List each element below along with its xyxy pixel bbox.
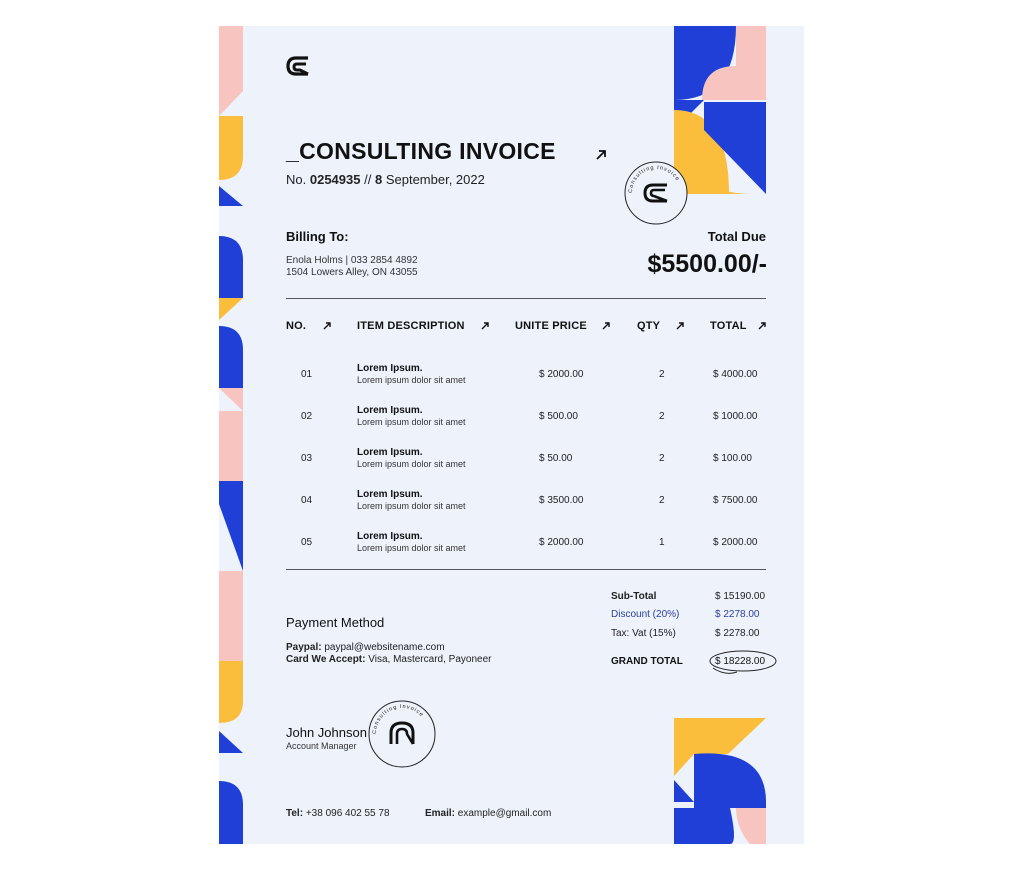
invoice-date-day: 8 [374,172,383,187]
table-row [219,362,804,404]
payment-method-title: Payment Method [286,615,385,630]
table-row [219,488,804,530]
row-price: $ 500.00 [539,411,578,422]
row-total: $ 7500.00 [713,495,758,506]
row-total: $ 1000.00 [713,411,758,422]
invoice-date-rest: September, 2022 [385,172,485,187]
stamp-seal-icon [623,160,689,226]
row-price: $ 3500.00 [539,495,584,506]
email-value: example@gmail.com [457,808,552,819]
row-title: Lorem Ipsum. [357,447,423,458]
cards-label: Card We Accept: [286,654,366,665]
payment-paypal [286,642,445,653]
tel-label: Tel: [286,808,304,819]
row-qty: 2 [659,495,665,506]
row-sub: Lorem ipsum dolor sit amet [357,501,466,511]
row-qty: 2 [659,411,665,422]
bottom-right-decoration [674,718,766,844]
tel-value: +38 096 402 55 78 [305,808,390,819]
row-no: 04 [301,495,313,506]
col-header-no: NO. [286,320,307,332]
brand-logo-icon [282,50,314,82]
arrow-up-right-icon [480,321,490,331]
row-no: 02 [301,411,313,422]
col-header-qty: QTY [637,320,661,332]
row-title: Lorem Ipsum. [357,531,423,542]
row-sub: Lorem ipsum dolor sit amet [357,417,466,427]
paypal-label: Paypal: [286,642,322,653]
row-sub: Lorem ipsum dolor sit amet [357,459,466,469]
grand-total-value: $ 18228.00 [715,656,766,667]
paypal-value: paypal@websitename.com [324,642,445,653]
divider-top [286,298,766,299]
invoice-number-prefix: No. [286,172,307,187]
tax-value: $ 2278.00 [715,628,760,639]
row-qty: 2 [659,369,665,380]
tax-label: Tax: Vat (15%) [611,628,676,639]
grand-total-label: GRAND TOTAL [611,656,683,667]
row-sub: Lorem ipsum dolor sit amet [357,375,466,385]
billing-address: 1504 Lowers Alley, ON 43055 [286,267,418,278]
row-title: Lorem Ipsum. [357,489,423,500]
row-title: Lorem Ipsum. [357,405,423,416]
footer-email [425,808,551,819]
row-sub: Lorem ipsum dolor sit amet [357,543,466,553]
row-qty: 2 [659,453,665,464]
row-total: $ 2000.00 [713,537,758,548]
col-header-description: ITEM DESCRIPTION [357,320,465,332]
row-no: 05 [301,537,313,548]
row-title: Lorem Ipsum. [357,363,423,374]
invoice-date-sep: // [364,172,372,187]
arrow-up-right-icon [594,148,608,162]
signatory-name: John Johnson [286,725,367,740]
total-due-amount: $5500.00/- [647,250,767,278]
invoice-meta [286,172,485,187]
subtotal-label: Sub-Total [611,591,657,602]
row-price: $ 2000.00 [539,369,584,380]
row-no: 03 [301,453,313,464]
invoice-number: 0254935 [309,172,361,187]
discount-label: Discount (20%) [611,609,680,620]
cards-value: Visa, Mastercard, Payoneer [368,654,492,665]
row-total: $ 100.00 [713,453,752,464]
row-no: 01 [301,369,313,380]
col-header-total: TOTAL [710,320,747,332]
table-row [219,530,804,572]
billing-name-phone: Enola Holms | 033 2854 4892 [286,255,418,266]
col-header-price: UNITE PRICE [515,320,587,332]
divider-bottom [286,569,766,570]
footer-tel [286,808,390,819]
arrow-up-right-icon [675,321,685,331]
arrow-up-right-icon [601,321,611,331]
row-price: $ 2000.00 [539,537,584,548]
signatory-role: Account Manager [286,741,357,751]
table-row [219,446,804,488]
subtotal-value: $ 15190.00 [715,591,766,602]
payment-cards [286,654,491,665]
total-due-label: Total Due [707,229,766,244]
discount-value: $ 2278.00 [715,609,760,620]
handdrawn-circle-icon [705,648,779,680]
invoice-page [219,26,804,844]
row-qty: 1 [659,537,665,548]
stamp-seal-icon [367,699,437,769]
arrow-up-right-icon [757,321,767,331]
email-label: Email: [425,808,456,819]
stamp-text: Consulting Invoice [627,164,681,194]
billing-label: Billing To: [286,229,349,244]
stamp-text: Consulting Invoice [371,703,425,735]
row-price: $ 50.00 [539,453,573,464]
arrow-up-right-icon [322,321,332,331]
row-total: $ 4000.00 [713,369,758,380]
table-row [219,404,804,446]
invoice-title: _CONSULTING INVOICE [286,138,556,164]
